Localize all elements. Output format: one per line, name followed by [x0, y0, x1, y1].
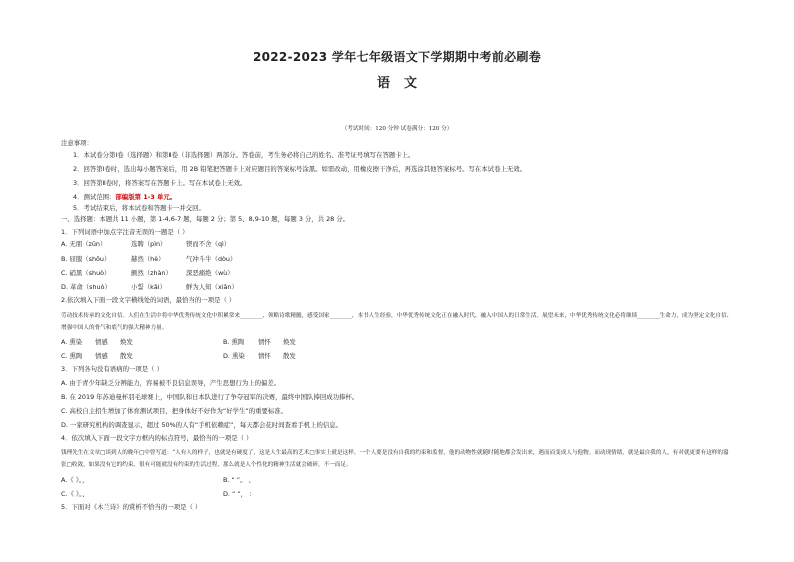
q3-stem: 3．下列各句没有语病的一项是（ ） — [61, 365, 163, 373]
note-item-4-label: 4．测试范围： — [73, 193, 116, 201]
q2-option-a-1: A. 熏染 — [61, 338, 83, 346]
q1-option-d-3: 鲜为人知（xiǎn） — [186, 283, 238, 291]
q4-option-a: A.《 》。， — [61, 476, 89, 484]
q2-stem: 2.依次填入下面一段文字横线处的词语，最恰当的一项是（ ） — [61, 296, 236, 304]
q3-option-d: D. 一家研究机构的调查显示，超过 50%的人有“手机依赖症”，每天都会花时间查看手机上的信息。 — [61, 421, 343, 429]
note-item-3: 3．回答第Ⅱ卷时，将答案写在答题卡上。写在本试卷上无效。 — [73, 179, 247, 187]
q4-passage: 钱理先生在文章□谈到人的晚年□中曾写道：“人有人的样子，也就是有硬度了，这是人生最高的艺术□事实上就是这样。一个人要是没有自我的约束和监督，他的动物性就随时随地都会发出来，遇而而变成人与他物。而动现情绪，就是最自我的人，有对就更要有这样的嚣张□收敛，如果没有它的约束，很有可能就没有约束的生活过程，那么就是人个性化的精神生活就会破碎，不一而足。 — [61, 450, 729, 468]
q2-option-c-2: 情感 — [95, 352, 108, 360]
note-item-2: 2．回答第Ⅰ卷时，选出每小题答案后，用 2B 铅笔把答题卡上对应题目的答案标号涂黑。如需改动，用橡皮擦干净后，再选涂其他答案标号。写在本试卷上无效。 — [73, 165, 527, 173]
q1-option-c-2: 颤然（zhàn） — [131, 269, 172, 277]
q1-option-b-2: 赫然（hè） — [131, 255, 165, 263]
q3-option-a: A. 由于青少年缺乏分辨能力，容易被不良信息误导，产生思想行为上的偏差。 — [61, 379, 281, 387]
q5-stem: 5．下面对《木兰诗》的赏析不恰当的一项是（ ） — [61, 503, 202, 511]
q2-option-d-1: D. 熏染 — [223, 352, 245, 360]
q2-option-a-2: 情感 — [95, 338, 108, 346]
note-item-5: 5．考试结束后，将本试卷和答题卡一并交回。 — [73, 204, 205, 212]
test-scope: 部编版第 1-3 单元。 — [115, 193, 177, 201]
q2-option-c-1: C. 熏陶 — [61, 352, 83, 360]
q2-option-b-3: 焕发 — [283, 338, 296, 346]
notes-heading: 注意事项： — [61, 139, 93, 147]
q4-option-b: B. “ ”。 、 — [223, 476, 255, 484]
subject-title: 语文 — [376, 76, 431, 91]
q1-stem: 1．下列词语中加点字注音无误的一题是（ ） — [61, 228, 189, 236]
q3-option-b: B. 在 2019 年苏迪曼杯羽毛球赛上，中国队和日本队进行了争夺冠军的决赛，最终中国队捧回成功捧杯。 — [61, 393, 359, 401]
q1-option-a-3: 锲而不舍（qì） — [186, 240, 231, 248]
q1-option-b-1: B. 屈服（shǒu） — [61, 255, 111, 263]
q2-option-a-3: 焕发 — [120, 338, 133, 346]
q1-option-d-1: D. 革命（shuò） — [61, 283, 111, 291]
section-heading: 一、选择题：本题共 11 小题，第 1-4,6-7 题，每题 2 分；第 5、8,9-10 题，每题 3 分，共 28 分。 — [61, 215, 350, 223]
exam-info: （考试时间：120 分钟 试卷满分：120 分） — [341, 126, 453, 132]
note-item-4 — [73, 193, 176, 202]
q2-option-b-2: 情怀 — [258, 338, 271, 346]
q1-option-c-1: C. 硝黑（shuò） — [61, 269, 111, 277]
q2-option-d-3: 散发 — [283, 352, 296, 360]
page-title: 2022-2023 学年七年级语文下学期期中考前必刷卷 — [252, 50, 542, 64]
q1-option-d-2: 小誓（kǎi） — [131, 283, 166, 291]
q1-option-a-2: 选聘（pìn） — [131, 240, 167, 248]
q2-passage: 劳动技术传承的文化自信。人们在生活中将中华优秀传统文化中积累常来________，领略诗歌精髓，感受国家________，本书人生经验，中华优秀传统文化正在融入时代、融入中国人的日常生活。展望未来，中华优秀传统文化必将继续________生命力，成为坚定文化自信、增强中国人的骨气和底气的强大精神力量。 — [61, 313, 733, 331]
q4-option-c: C.《 》。、 — [61, 490, 89, 498]
q3-option-c: C. 高校自主招生增加了体育测试项目，把身体好不好作为“好学生”的重要标准。 — [61, 407, 288, 415]
q4-stem: 4．依次填入下面一段文字方框内的标点符号，最恰当的一项是（ ） — [61, 434, 253, 442]
q2-option-d-2: 情怀 — [258, 352, 271, 360]
q2-option-c-3: 散发 — [120, 352, 133, 360]
q1-option-b-3: 气冲斗牛（dòu） — [186, 255, 237, 263]
q1-option-a-1: A. 无朋（zūn） — [61, 240, 107, 248]
q2-option-b-1: B. 熏陶 — [223, 338, 245, 346]
q4-option-d: D. “ ”， ： — [223, 490, 256, 498]
q1-option-c-3: 深恶痛绝（wù） — [186, 269, 234, 277]
note-item-1: 1．本试卷分第Ⅰ卷（选择题）和第Ⅱ卷（非选择题）两部分。答卷前，考生务必将自己的姓名、准考证号填写在答题卡上。 — [73, 151, 415, 159]
